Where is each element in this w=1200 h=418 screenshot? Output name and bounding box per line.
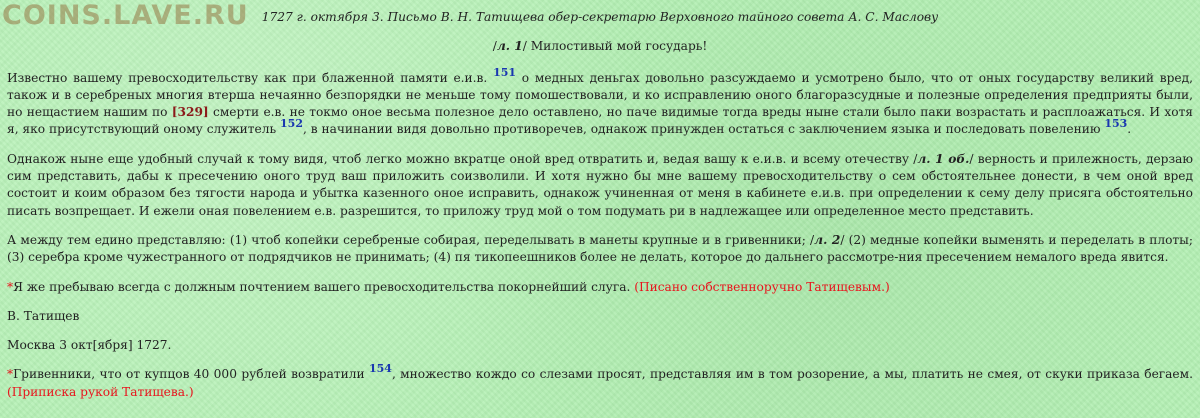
document-title: 1727 г. октября 3. Письмо В. Н. Татищева обер-секретарю Верховного тайного совета А. С. Маслову	[261, 10, 939, 24]
text-segment: о медных деньгах довольно разсуждаемо и усмотрено было, что от оных государству великий вред, також и в серебреных многия втерша нечаянно безпорядки не меньше тому помошествовали, и ко исправлению оного благоразсудные и полезные определения предприяты были, но нещастием нашим по	[7, 70, 1193, 120]
place-date: Москва 3 окт[ября] 1727.	[7, 338, 172, 353]
footnote-link-153[interactable]: 153	[1104, 117, 1128, 131]
text-segment: (2) медные копейки выменять и переделать в плоты; (3) серебра кроме чужестранного от подрядчиков не принимать; (4) пя тикопеешников более не делать, которое до дальнего рассмотре-ния пресечением немалого вреда явится.	[7, 232, 1193, 265]
text-segment: Известно вашему превосходительству как при блаженной памяти е.и.в.	[7, 70, 494, 85]
site-watermark: COINS.LAVE.RU	[2, 0, 249, 31]
text-segment: А между тем едино представляю: (1) чтоб копейки серебреные собирая, переделывать в манеты крупные и в гривенники;	[7, 232, 811, 247]
annotation-star: *	[7, 367, 14, 382]
closing-paragraph	[7, 279, 1193, 296]
page-marker-329: [329]	[171, 105, 209, 120]
letter-document	[0, 9, 1200, 401]
paragraph-2: Однакож ныне еще удобный случай к тому видя, чтоб легко можно вкратце оной вред отвратить и, ведая вашу к е.и.в. и всему отечеству /л. 1 об./ верность и прилежность, дерзаю сим представить, дабы к пресечению оного труд ваш приложить соизволили. И хотя нужно бы мне вашему превосходительству о сем обстоятельнее донести, в чем оной вред состоит и коим образом без тягости народа и убытка казенного оное исправить, однакож учиненная от меня в кабинете е.и.в. при определении к сему делу присяга обстоятельно писать возпрещает. И ежели оная повелением е.в. разрешится, то приложу труд мой о том подумать ри в надлежащее или определенное место представить.	[7, 151, 1193, 218]
text-segment: .	[1127, 122, 1132, 137]
footnote-link-152[interactable]: 152	[280, 117, 303, 131]
footnote-link-154[interactable]: 154	[368, 362, 392, 376]
annotation-star: *	[7, 279, 14, 294]
paragraph-1	[7, 65, 1193, 139]
signature: В. Татищев	[7, 308, 80, 323]
salutation: /л. 1/ Милостивый мой государь!	[492, 39, 708, 54]
editorial-note: (Писано собственноручно Татищевым.)	[634, 279, 890, 294]
salutation-text: Милостивый мой государь!	[530, 39, 708, 54]
paragraph-3: А между тем едино представляю: (1) чтоб копейки серебреные собирая, переделывать в манеты крупные и в гривенники; /л. 2/ (2) медные копейки выменять и переделать в плоты; (3) серебра кроме чужестранного от подрядчиков не принимать; (4) пя тикопеешников более не делать, которое до дальнего рассмотре-ния пресечением немалого вреда явится.	[7, 232, 1193, 265]
folio-marker: л. 1 об.	[917, 151, 970, 166]
postscript-paragraph	[7, 362, 1193, 401]
text-segment: смерти е.в. не токмо оное весьма полезное дело оставлено, но паче видимые тогда вреды ныне стали было паки возрастать и расплоажаться. И хотя я, яко присутствующий оному служитель	[7, 105, 1193, 137]
folio-marker: л. 2	[814, 232, 841, 247]
text-segment: верность и прилежность, дерзаю сим представить, дабы к пресечению оного труд ваш приложить соизволили. И хотя нужно бы мне вашему превосходительству о сем обстоятельнее донести, в чем оной вред состоит и коим образом без тягости народа и убытка казенного оное исправить, однакож учиненная от меня в кабинете е.и.в. при определении к сему делу присяга обстоятельно писать возпрещает. И ежели оная повелением е.в. разрешится, то приложу труд мой о том подумать ри в надлежащее или определенное место представить.	[7, 151, 1193, 218]
folio-marker: л. 1	[496, 39, 523, 54]
editorial-note: (Приписка рукой Татищева.)	[7, 384, 194, 399]
text-segment: , множество кождо со слезами просят, представляя им в том розорение, а мы, платить не смея, от скуки приказа бегаем.	[391, 367, 1193, 382]
footnote-link-151[interactable]: 151	[493, 65, 517, 79]
text-segment: Гривенники, что от купцов 40 000 рублей возвратили	[13, 367, 369, 382]
text-segment: Я же пребываю всегда с должным почтением вашего превосходительства покорнейший слуга.	[13, 279, 635, 294]
text-segment: , в начинании видя довольно противоречев, однакож принужден остаться с заключением языка и последовать повелению	[302, 122, 1105, 137]
text-segment: Однакож ныне еще удобный случай к тому видя, чтоб легко можно вкратце оной вред отвратить и, ведая вашу к е.и.в. и всему отечеству	[7, 151, 914, 166]
